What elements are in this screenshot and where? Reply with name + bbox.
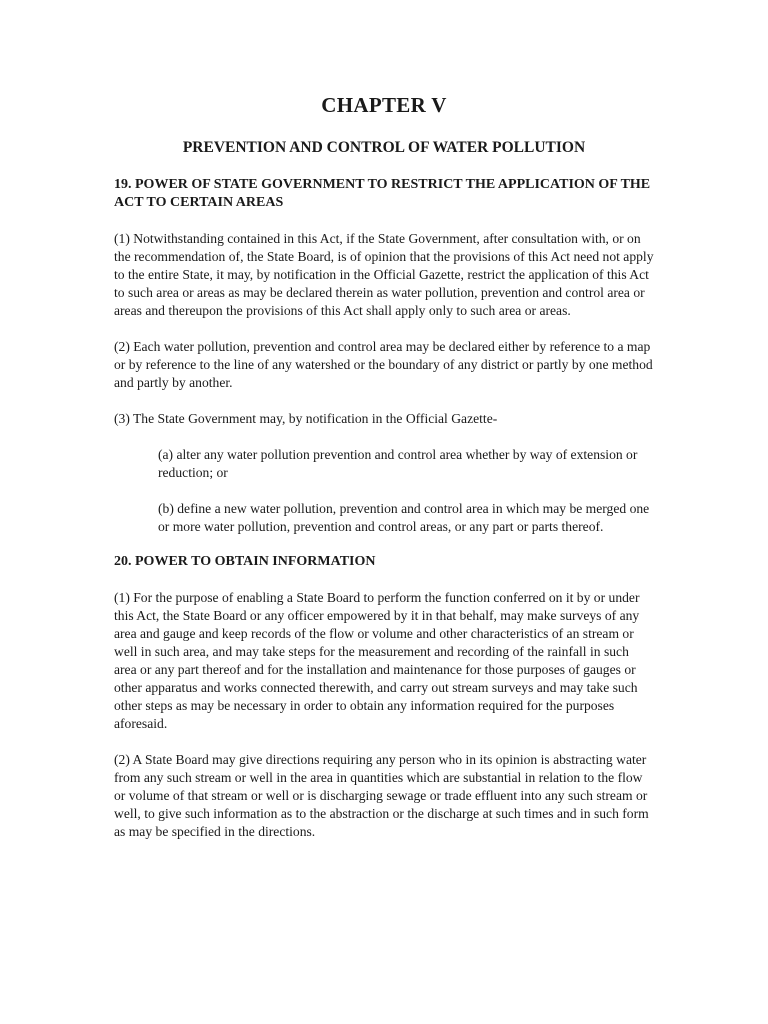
section-19-paragraph-1: (1) Notwithstanding contained in this Act, if the State Government, after consultation with, or on the recommendation of, the State Board, is of opinion that the provisions of this Act need not apply to the entire State, it may, by notification in the Official Gazette, restrict the application of this Act to such area or areas as may be declared therein as water pollution, prevention and control area or areas and thereupon the provisions of this Act shall apply only to such area or areas.: [114, 231, 654, 318]
section-20-paragraph-1: (1) For the purpose of enabling a State Board to perform the function conferred on it by or under this Act, the State Board or any officer empowered by it in that behalf, may make surveys of any area and gauge and keep records of the flow or volume and other characteristics of an stream or well in such area, and may take steps for the measurement and recording of the rainfall in such area or any part thereof and for the installation and maintenance for those purposes of gauges or other apparatus and works connected therewith, and carry out stream surveys and may take such other steps as may be necessary in order to obtain any information required for the purposes aforesaid.: [114, 590, 640, 731]
section-20: [114, 553, 654, 841]
section-19: [114, 176, 654, 536]
section-19-clause-a: (a) alter any water pollution prevention and control area whether by way of extension or reduction; or: [158, 447, 638, 480]
section-20-paragraph-2: (2) A State Board may give directions requiring any person who in its opinion is abstracting water from any such stream or well in the area in quantities which are substantial in relation to the flow or volume of that stream or well or is discharging sewage or trade effluent into any such stream or well, to give such information as to the abstraction or the discharge at such times and in such form as may be specified in the directions.: [114, 752, 649, 839]
section-19-paragraph-3: (3) The State Government may, by notification in the Official Gazette-: [114, 411, 498, 426]
section-heading-19: 19. POWER OF STATE GOVERNMENT TO RESTRICT THE APPLICATION OF THE ACT TO CERTAIN AREAS: [114, 177, 651, 210]
section-heading-20: 20. POWER TO OBTAIN INFORMATION: [114, 554, 376, 569]
chapter-subtitle: PREVENTION AND CONTROL OF WATER POLLUTION: [182, 139, 586, 156]
chapter-title: CHAPTER V: [321, 93, 447, 117]
section-19-paragraph-2: (2) Each water pollution, prevention and control area may be declared either by reference to a map or by reference to the line of any watershed or the boundary of any district or partly by one method and partly by another.: [114, 339, 653, 390]
section-19-clause-b: (b) define a new water pollution, prevention and control area in which may be merged one or more water pollution, prevention and control areas, or any part or parts thereof.: [158, 501, 650, 534]
document-body: [114, 176, 654, 859]
